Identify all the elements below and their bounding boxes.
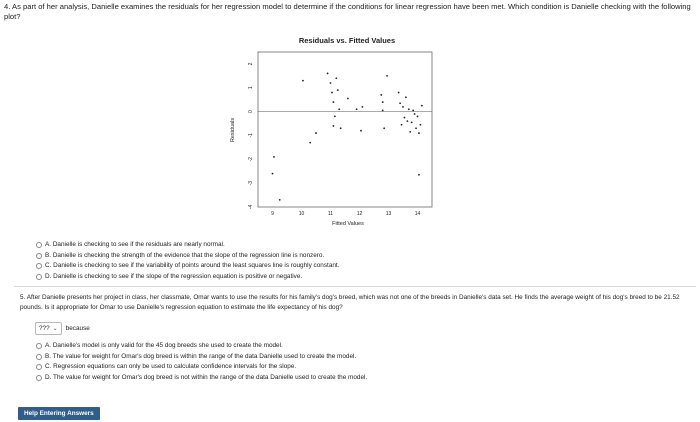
data-point — [412, 110, 414, 112]
data-point — [335, 77, 337, 79]
q4-option-a[interactable]: A. Danielle is checking to see if the residuals are nearly normal. — [36, 240, 339, 251]
y-tick-label: 0 — [248, 110, 254, 114]
y-axis-label: Residuals — [230, 117, 236, 143]
data-point — [315, 132, 317, 134]
select-value: ??? — [39, 325, 50, 332]
data-point — [404, 117, 406, 119]
q5-options — [36, 341, 367, 383]
data-point — [272, 173, 274, 175]
y-tick-label: -1 — [248, 133, 254, 138]
residuals-plot — [222, 32, 472, 228]
data-point — [333, 125, 335, 127]
data-point — [414, 113, 416, 115]
data-point — [334, 115, 336, 117]
radio-icon[interactable] — [36, 263, 42, 269]
data-point — [415, 127, 417, 129]
data-point — [360, 130, 362, 132]
q4-option-b[interactable]: B. Danielle is checking the strength of the evidence that the slope of the regression line is nonzero. — [36, 251, 339, 262]
divider — [14, 286, 696, 287]
data-point — [382, 101, 384, 103]
x-tick-label: 12 — [356, 211, 363, 217]
q4-options — [36, 240, 339, 282]
data-point — [327, 73, 329, 75]
x-tick-label: 13 — [385, 211, 392, 217]
q5-option-b[interactable]: B. The value for weight for Omar's dog breed is within the range of the data Danielle used to create the model. — [36, 352, 367, 363]
q5-option-c[interactable]: C. Regression equations can only be used to calculate confidence intervals for the slope. — [36, 362, 367, 373]
data-point — [420, 124, 422, 126]
plot-frame — [258, 52, 432, 207]
data-point — [333, 101, 335, 103]
data-point — [380, 94, 382, 96]
question-4-text: 4. As part of her analysis, Danielle examines the residuals for her regression model to determine if the conditions for linear regression have been met. Which condition is Danielle checking with the following plot? — [4, 2, 691, 21]
data-point — [421, 105, 423, 107]
y-tick-label: 1 — [248, 86, 254, 90]
data-point — [340, 127, 342, 129]
data-point — [398, 92, 400, 94]
x-axis-label: Fitted Values — [332, 221, 364, 227]
data-point — [309, 142, 311, 144]
data-point — [362, 106, 364, 108]
y-tick-label: -4 — [248, 204, 254, 210]
data-point — [409, 131, 411, 133]
radio-icon[interactable] — [36, 242, 42, 248]
q5-option-a[interactable]: A. Danielle's model is only valid for the 45 dog breeds she used to create the model. — [36, 341, 367, 352]
y-tick-label: 2 — [248, 62, 254, 66]
q5-option-d[interactable]: D. The value for weight for Omar's dog breed is not within the range of the data Danielle used to create the model. — [36, 373, 367, 384]
y-tick-label: -3 — [248, 180, 254, 186]
radio-icon[interactable] — [36, 343, 42, 349]
data-point — [331, 92, 333, 94]
data-point — [273, 156, 275, 158]
data-point — [418, 174, 420, 176]
data-point — [418, 132, 420, 134]
data-point — [417, 115, 419, 117]
data-point — [406, 120, 408, 122]
chart-title: Residuals vs. Fitted Values — [298, 36, 396, 45]
q5-answer-select[interactable] — [35, 322, 62, 335]
y-tick-label: -2 — [248, 157, 254, 162]
radio-icon[interactable] — [36, 253, 42, 259]
data-point — [386, 75, 388, 77]
help-entering-answers-button[interactable]: Help Entering Answers — [18, 407, 100, 420]
data-point — [402, 106, 404, 108]
data-point — [279, 199, 281, 201]
radio-icon[interactable] — [36, 354, 42, 360]
x-tick-label: 11 — [327, 211, 334, 217]
x-tick-label: 9 — [271, 211, 274, 217]
x-tick-label: 10 — [298, 211, 305, 217]
radio-icon[interactable] — [36, 364, 42, 370]
data-point — [347, 98, 349, 100]
data-point — [338, 108, 340, 110]
data-point — [401, 124, 403, 126]
q4-option-d[interactable]: D. Danielle is checking to see if the slope of the regression equation is positive or negative. — [36, 272, 339, 283]
data-point — [408, 108, 410, 110]
data-point — [399, 102, 401, 104]
question-5-text: 5. After Danielle presents her project in class, her classmate, Omar wants to use the results for his family's dog's breed, which was not one of the breeds in Danielle's data set. He finds the average weight of his dog's breed to be 21.52 pounds. Is it appropriate for Omar to use Danielle's regression equation to estimate the life expectancy of his dog? — [20, 294, 680, 311]
x-tick-label: 14 — [414, 211, 421, 217]
data-point — [302, 80, 304, 82]
data-point — [337, 89, 339, 91]
data-point — [405, 96, 407, 98]
data-point — [356, 108, 358, 110]
data-point — [383, 127, 385, 129]
data-point — [411, 121, 413, 123]
q4-option-c[interactable]: C. Danielle is checking to see if the variability of points around the least squares line is roughly constant. — [36, 261, 339, 272]
radio-icon[interactable] — [36, 274, 42, 280]
radio-icon[interactable] — [36, 375, 42, 381]
data-point — [330, 82, 332, 84]
q5-answer-row — [35, 322, 90, 335]
because-label: because — [65, 325, 90, 332]
chevron-down-icon: ⌄ — [52, 326, 58, 332]
data-point — [382, 110, 384, 112]
